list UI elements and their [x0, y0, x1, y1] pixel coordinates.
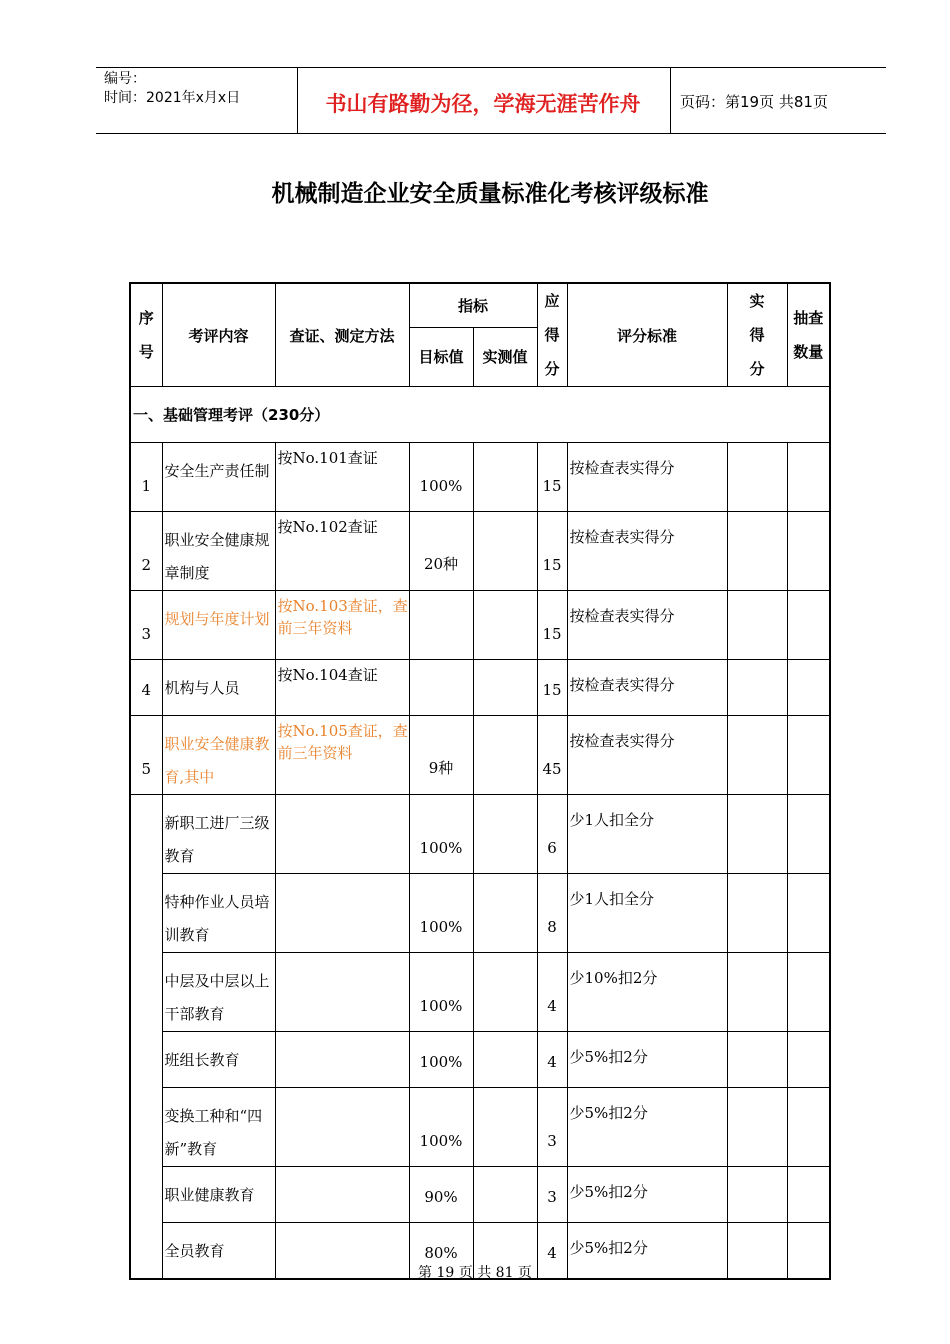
row-score: 15 — [537, 591, 567, 660]
row-target: 100% — [409, 1032, 473, 1088]
table-row — [130, 512, 830, 591]
row-target: 20种 — [409, 512, 473, 591]
row-content: 规划与年度计划 — [162, 591, 275, 660]
row-actual — [727, 1088, 787, 1167]
row-sample — [787, 716, 830, 795]
table-row — [130, 660, 830, 716]
row-method — [275, 874, 409, 953]
row-standard: 按检查表实得分 — [567, 443, 727, 512]
row-score: 15 — [537, 512, 567, 591]
row-measured — [473, 795, 537, 874]
row-content: 班组长教育 — [162, 1032, 275, 1088]
col-header-standard: 评分标准 — [567, 283, 727, 387]
row-actual — [727, 512, 787, 591]
row-content: 特种作业人员培训教育 — [162, 874, 275, 953]
row-score: 6 — [537, 795, 567, 874]
row-standard: 按检查表实得分 — [567, 660, 727, 716]
row-target: 9种 — [409, 716, 473, 795]
row-sample — [787, 953, 830, 1032]
row-standard: 少10%扣2分 — [567, 953, 727, 1032]
col-header-actual: 实 得 分 — [727, 283, 787, 387]
header-row — [130, 283, 830, 327]
time-label: 时间：2021年x月x日 — [104, 90, 241, 106]
row-actual — [727, 443, 787, 512]
row-method: 按No.103查证，查前三年资料 — [275, 591, 409, 660]
row-content: 全员教育 — [162, 1223, 275, 1279]
row-target: 90% — [409, 1167, 473, 1223]
row-no: 2 — [130, 512, 162, 591]
row-measured — [473, 1167, 537, 1223]
table-row — [130, 1088, 830, 1167]
row-content: 变换工种和“四新”教育 — [162, 1088, 275, 1167]
row-actual — [727, 953, 787, 1032]
col-header-score: 应 得 分 — [537, 283, 567, 387]
row-target: 100% — [409, 795, 473, 874]
row-method — [275, 795, 409, 874]
row-sample — [787, 795, 830, 874]
row-actual — [727, 1032, 787, 1088]
row-sample — [787, 1032, 830, 1088]
row-standard: 按检查表实得分 — [567, 512, 727, 591]
row-measured — [473, 1032, 537, 1088]
table-row — [130, 591, 830, 660]
row-measured — [473, 953, 537, 1032]
row-target: 100% — [409, 443, 473, 512]
col-header-measured: 实测值 — [473, 327, 537, 386]
row-no: 3 — [130, 591, 162, 660]
col-header-target: 目标值 — [409, 327, 473, 386]
header-page-info: 页码：第19页 共81页 — [680, 93, 828, 111]
row-method: 按No.102查证 — [275, 512, 409, 591]
table-row — [130, 443, 830, 512]
row-standard: 按检查表实得分 — [567, 591, 727, 660]
header-left — [104, 70, 240, 108]
row-actual — [727, 591, 787, 660]
row-sample — [787, 874, 830, 953]
header-top-rule — [96, 67, 886, 68]
row-standard: 少5%扣2分 — [567, 1223, 727, 1279]
row-measured — [473, 660, 537, 716]
row-score: 4 — [537, 1223, 567, 1279]
row-method — [275, 953, 409, 1032]
row-score: 45 — [537, 716, 567, 795]
row-content: 中层及中层以上干部教育 — [162, 953, 275, 1032]
col-header-content: 考评内容 — [162, 283, 275, 387]
page-footer: 第 19 页 共 81 页 — [418, 1265, 532, 1281]
row-content: 职业健康教育 — [162, 1167, 275, 1223]
row-sample — [787, 591, 830, 660]
row-standard: 少1人扣全分 — [567, 874, 727, 953]
row-no: 4 — [130, 660, 162, 716]
row-target: 100% — [409, 874, 473, 953]
row-standard: 少5%扣2分 — [567, 1032, 727, 1088]
row-target — [409, 660, 473, 716]
code-label: 编号： — [104, 71, 146, 87]
section-title: 一、基础管理考评（230分） — [130, 387, 830, 443]
row-no: 1 — [130, 443, 162, 512]
row-content: 安全生产责任制 — [162, 443, 275, 512]
row-score: 3 — [537, 1167, 567, 1223]
row-sample — [787, 512, 830, 591]
row-score: 15 — [537, 660, 567, 716]
table-row — [130, 874, 830, 953]
row-method: 按No.104查证 — [275, 660, 409, 716]
header-motto: 书山有路勤为径，学海无涯苦作舟 — [325, 92, 641, 116]
row-measured — [473, 1088, 537, 1167]
col-header-no: 序 号 — [130, 283, 162, 387]
row-actual — [727, 795, 787, 874]
row-measured — [473, 716, 537, 795]
table-row — [130, 795, 830, 874]
row-standard: 按检查表实得分 — [567, 716, 727, 795]
row-no: 5 — [130, 716, 162, 795]
table-row — [130, 1032, 830, 1088]
row-method — [275, 1088, 409, 1167]
assessment-table — [129, 282, 831, 1280]
row-measured — [473, 874, 537, 953]
row-content: 机构与人员 — [162, 660, 275, 716]
row-sample — [787, 1167, 830, 1223]
row-target: 80% — [409, 1223, 473, 1279]
row-target — [409, 591, 473, 660]
row-actual — [727, 874, 787, 953]
header-divider — [670, 67, 671, 133]
row-sample — [787, 660, 830, 716]
row-sample — [787, 1088, 830, 1167]
row-method: 按No.105查证，查前三年资料 — [275, 716, 409, 795]
row-method — [275, 1032, 409, 1088]
row-content: 职业安全健康规章制度 — [162, 512, 275, 591]
row-measured — [473, 443, 537, 512]
table-row — [130, 1167, 830, 1223]
row-standard: 少5%扣2分 — [567, 1088, 727, 1167]
row-measured — [473, 512, 537, 591]
row-target: 100% — [409, 1088, 473, 1167]
table-row — [130, 953, 830, 1032]
row-no — [130, 795, 162, 1279]
table-row — [130, 716, 830, 795]
row-score: 3 — [537, 1088, 567, 1167]
section-row — [130, 387, 830, 443]
row-actual — [727, 1167, 787, 1223]
row-target: 100% — [409, 953, 473, 1032]
row-method — [275, 1167, 409, 1223]
row-content: 新职工进厂三级教育 — [162, 795, 275, 874]
header-bottom-rule — [96, 133, 886, 134]
col-header-index: 指标 — [409, 283, 537, 327]
row-actual — [727, 716, 787, 795]
row-measured — [473, 591, 537, 660]
page-title: 机械制造企业安全质量标准化考核评级标准 — [271, 181, 709, 207]
row-score: 4 — [537, 953, 567, 1032]
row-content: 职业安全健康教育,其中 — [162, 716, 275, 795]
row-score: 8 — [537, 874, 567, 953]
col-header-method: 查证、测定方法 — [275, 283, 409, 387]
col-header-sample: 抽查 数量 — [787, 283, 830, 387]
row-score: 4 — [537, 1032, 567, 1088]
row-standard: 少1人扣全分 — [567, 795, 727, 874]
row-method: 按No.101查证 — [275, 443, 409, 512]
row-standard: 少5%扣2分 — [567, 1167, 727, 1223]
row-sample — [787, 443, 830, 512]
row-actual — [727, 660, 787, 716]
row-score: 15 — [537, 443, 567, 512]
